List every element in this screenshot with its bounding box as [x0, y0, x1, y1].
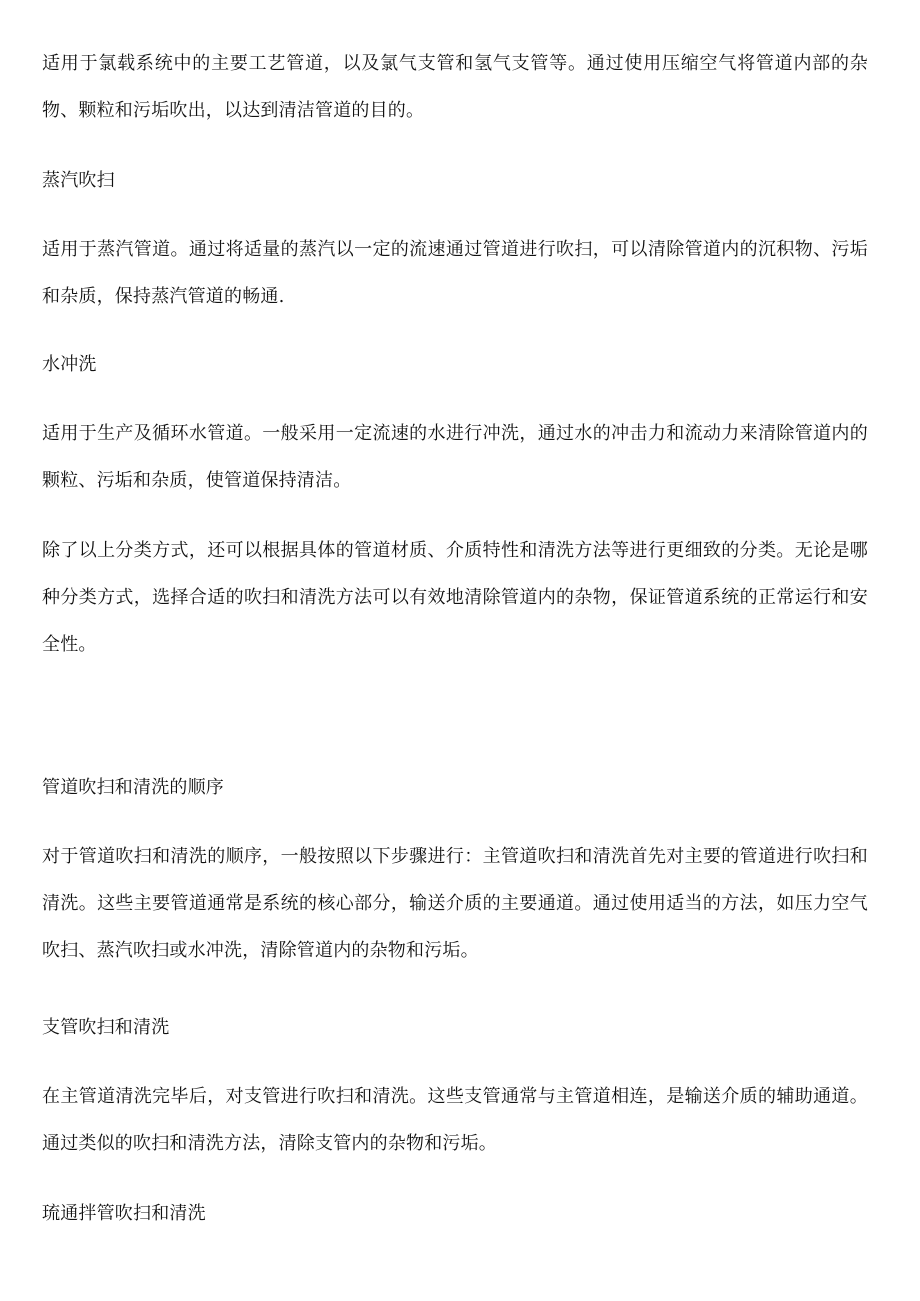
paragraph-branch-pipe-cleaning: 在主管道清洗完毕后，对支管进行吹扫和清洗。这些支管通常与主管道相连，是输送介质的辅助通道。通过类似的吹扫和清洗方法，清除支管内的杂物和污垢。 [42, 1086, 868, 1154]
paragraph-air-blowing: 适用于氯载系统中的主要工艺管道，以及氯气支管和氢气支管等。通过使用压缩空气将管道内部的杂物、颗粒和污垢吹出，以达到清洁管道的目的。 [42, 53, 868, 121]
heading-steam-blowing: 蒸汽吹扫 [42, 170, 115, 191]
paragraph-steam-blowing: 适用于蒸汽管道。通过将适量的蒸汽以一定的流速通过管道进行吹扫，可以清除管道内的沉积物、污垢和杂质，保持蒸汽管道的畅通. [42, 239, 868, 307]
paragraph-main-pipe-cleaning: 对于管道吹扫和清洗的顺序，一般按照以下步骤进行：主管道吹扫和清洗首先对主要的管道进行吹扫和清洗。这些主要管道通常是系统的核心部分，输送介质的主要通道。通过使用适当的方法，如压力空气吹扫、蒸汽吹扫或水冲洗，清除管道内的杂物和污垢。 [42, 846, 868, 961]
paragraph-classification-summary: 除了以上分类方式，还可以根据具体的管道材质、介质特性和清洗方法等进行更细致的分类。无论是哪种分类方式，选择合适的吹扫和清洗方法可以有效地清除管道内的杂物，保证管道系统的正常运行和安全性。 [42, 540, 868, 655]
heading-water-flushing: 水冲洗 [42, 354, 97, 375]
heading-branch-pipe-cleaning: 支管吹扫和清洗 [42, 1017, 170, 1038]
heading-cleaning-order: 管道吹扫和清洗的顺序 [42, 777, 224, 798]
paragraph-water-flushing: 适用于生产及循环水管道。一般采用一定流速的水进行冲洗，通过水的冲击力和流动力来清除管道内的颗粒、污垢和杂质，使管道保持清洁。 [42, 423, 868, 491]
heading-drain-pipe-cleaning: 琉通拌管吹扫和清洗 [42, 1203, 206, 1224]
